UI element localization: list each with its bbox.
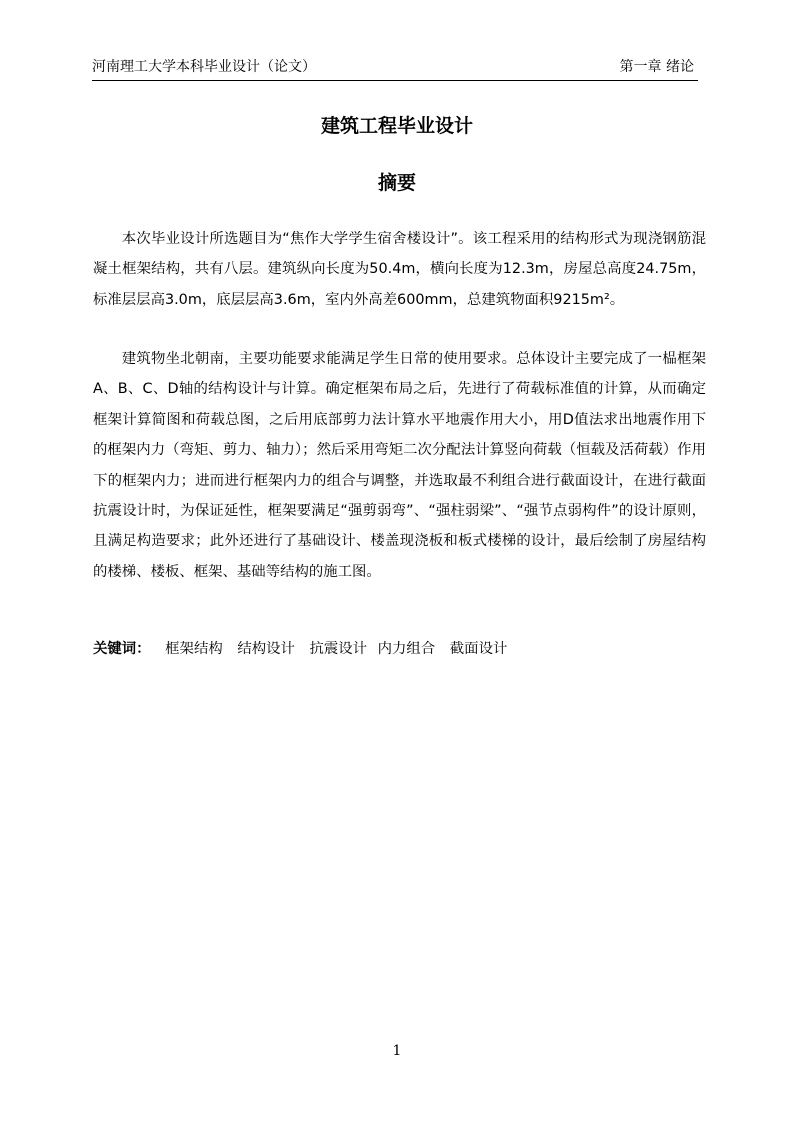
document-title: 建筑工程毕业设计 — [320, 115, 473, 137]
abstract-paragraph-1: 本次毕业设计所选题目为“焦作大学学生宿舍楼设计”。该工程采用的结构形式为现浇钢筋混凝土框架结构，共有八层。建筑纵向长度为50.4m，横向长度为12.3m，房屋总高度24.75m，标准层层高3.0m，底层层高3.6m，室内外高差600mm，总建筑物面积9215m²。 — [93, 231, 706, 308]
abstract-paragraph-2: 建筑物坐北朝南，主要功能要求能满足学生日常的使用要求。总体设计主要完成了一榀框架A、B、C、D轴的结构设计与计算。确定框架布局之后，先进行了荷载标准值的计算，从而确定框架计算简图和荷载总图，之后用底部剪力法计算水平地震作用大小，用D值法求出地震作用下的框架内力（弯矩、剪力、轴力）；然后采用弯矩二次分配法计算竖向荷载（恒载及活荷载）作用下的框架内力；进而进行框架内力的组合与调整，并选取最不利组合进行截面设计，在进行截面抗震设计时，为保证延性，框架要满足“强剪弱弯”、“强柱弱梁”、“强节点弱构件”的设计原则，且满足构造要求；此外还进行了基础设计、楼盖现浇板和板式楼梯的设计，最后绘制了房屋结构的楼梯、楼板、框架、基础等结构的施工图。 — [93, 351, 706, 580]
keyword-item: 抗震设计 — [309, 641, 368, 657]
keyword-item: 截面设计 — [449, 641, 508, 657]
page-number: 1 — [392, 1043, 402, 1059]
keyword-item: 框架结构 — [165, 641, 223, 657]
keyword-item: 结构设计 — [237, 641, 295, 657]
header-chapter-title: 第一章 绪论 — [619, 59, 694, 75]
keyword-item: 内力组合 — [377, 641, 436, 657]
abstract-heading: 摘要 — [377, 172, 416, 194]
page-header — [92, 58, 698, 81]
keywords-line — [93, 634, 706, 664]
header-university-title: 河南理工大学本科毕业设计（论文） — [92, 59, 316, 75]
keywords-label: 关键词： — [93, 641, 151, 657]
